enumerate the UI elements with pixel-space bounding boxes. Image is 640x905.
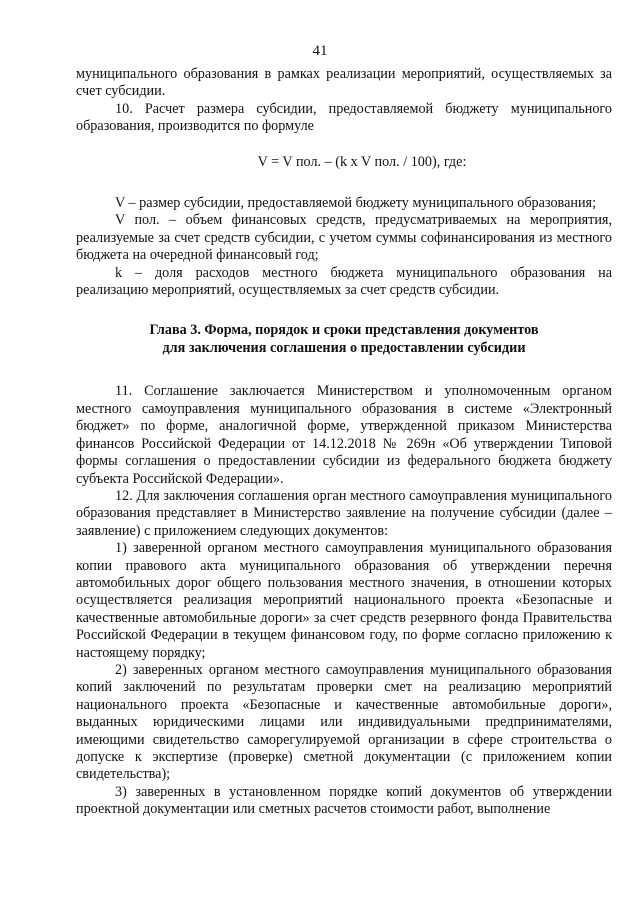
paragraph-10: 10. Расчет размера субсидии, предоставляемой бюджету муниципального образования, производится по формуле: [76, 100, 612, 135]
definition-v-pol: V пол. – объем финансовых средств, предусматриваемых на мероприятия, реализуемые за счет средств субсидии, с учетом суммы софинансирования из местного бюджета на очередной финансовый год;: [76, 212, 612, 264]
paragraph-11: 11. Соглашение заключается Министерством и уполномоченным органом местного самоуправления муниципального образования в системе «Электронный бюджет» по форме, аналогичной форме, утвержденной приказом Министерства финансов Российской Федерации от 14.12.2018 № 269н «Об утверждении Типовой формы соглашения о предоставлении субсидии из федерального бюджета бюджету субъекта Российской Федерации».: [76, 383, 612, 487]
page-number: 41: [312, 43, 328, 59]
list-item-3: 3) заверенных в установленном порядке копий документов об утверждении проектной документации или сметных расчетов стоимости работ, выполнение: [76, 783, 612, 818]
list-item-2: 2) заверенных органом местного самоуправления муниципального образования копий заключений по результатам проверки смет на реализацию мероприятий национального проекта «Безопасные и качественные автомобильные дороги», выданных юридическими лицами или индивидуальными предпринимателями, имеющими свидетельство саморегулируемой организации в сфере строительства о допуске к экспертизе (проверке) сметной документации (с приложением копии свидетельства);: [76, 661, 612, 783]
chapter-heading-line-2: для заключения соглашения о предоставлении субсидии: [162, 340, 526, 357]
paragraph-continuation: муниципального образования в рамках реализации мероприятий, осуществляемых за счет субсидии.: [76, 66, 612, 100]
document-body: [76, 66, 612, 819]
definition-k: k – доля расходов местного бюджета муниципального образования на реализацию мероприятий, осуществляемых за счет средств субсидии.: [76, 264, 612, 299]
chapter-heading-line-1: Глава 3. Форма, порядок и сроки представления документов: [149, 322, 539, 339]
paragraph-12: 12. Для заключения соглашения орган местного самоуправления муниципального образования представляет в Министерство заявление на получение субсидии (далее – заявление) с приложением следующих документов:: [76, 487, 612, 539]
chapter-heading: [76, 321, 612, 357]
subsidy-formula: V = V пол. – (k x V пол. / 100), где:: [257, 153, 467, 170]
definition-v: V – размер субсидии, предоставляемой бюджету муниципального образования;: [115, 195, 597, 212]
list-item-1: 1) заверенной органом местного самоуправления муниципального образования копии правового акта муниципального образования об утверждении перечня автомобильных дорог общего пользования местного значения, в отношении которых осуществляется реализация мероприятий национального проекта «Безопасные и качественные автомобильные дороги» за счет средств резервного фонда Правительства Российской Федерации в текущем финансовом году, по форме согласно приложению к настоящему порядку;: [76, 540, 612, 661]
